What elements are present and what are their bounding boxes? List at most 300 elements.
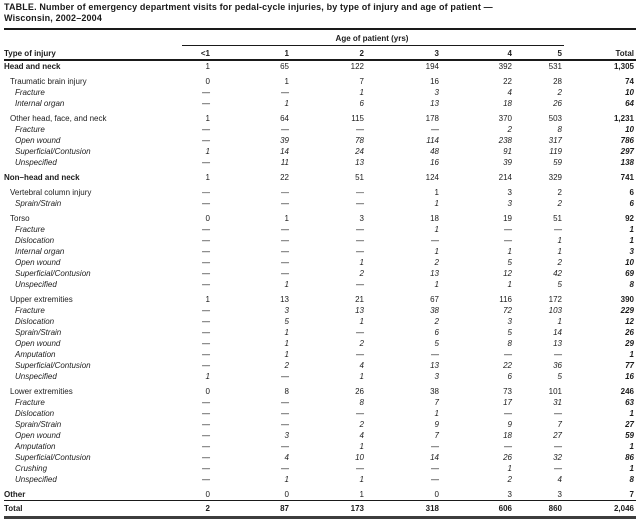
cell-value: 48 xyxy=(430,147,439,156)
row-total-value: 1 xyxy=(629,350,634,359)
cell-value: 7 xyxy=(434,398,439,407)
column-header-age-5: 5 xyxy=(514,46,564,61)
table-row xyxy=(4,397,636,408)
cell-value: — xyxy=(202,442,210,451)
cell-value: 6 xyxy=(434,328,439,337)
cell-value: 1 xyxy=(284,77,289,86)
cell-value: 1 xyxy=(359,258,364,267)
cell-value: 3 xyxy=(507,317,512,326)
table-row xyxy=(4,290,636,305)
cell-value: — xyxy=(281,88,289,97)
cell-value: 3 xyxy=(507,188,512,197)
table-row xyxy=(4,224,636,235)
cell-value: — xyxy=(554,442,562,451)
cell-value: 124 xyxy=(425,173,439,182)
cell-value: 1 xyxy=(507,280,512,289)
cell-value: — xyxy=(202,475,210,484)
table-row xyxy=(4,408,636,419)
cell-value: 13 xyxy=(430,269,439,278)
injury-table xyxy=(4,33,636,519)
cell-value: — xyxy=(202,158,210,167)
cell-value: 59 xyxy=(553,158,562,167)
cell-value: 13 xyxy=(430,361,439,370)
table-row xyxy=(4,198,636,209)
cell-value: 329 xyxy=(548,173,562,182)
cell-value: 1 xyxy=(507,464,512,473)
cell-value: 6 xyxy=(507,372,512,381)
row-total-value: 29 xyxy=(625,339,634,348)
cell-value: — xyxy=(281,247,289,256)
cell-value: 1 xyxy=(434,225,439,234)
cell-value: — xyxy=(281,442,289,451)
cell-value: 5 xyxy=(434,339,439,348)
cell-value: — xyxy=(431,464,439,473)
row-label: Unspecified xyxy=(15,280,57,289)
cell-value: 42 xyxy=(553,269,562,278)
cell-value: 67 xyxy=(430,295,439,304)
cell-value: 8 xyxy=(284,387,289,396)
cell-value: — xyxy=(281,199,289,208)
cell-value: 0 xyxy=(434,490,439,499)
cell-value: — xyxy=(281,269,289,278)
cell-value: 2 xyxy=(359,339,364,348)
cell-value: — xyxy=(554,409,562,418)
cell-value: — xyxy=(431,475,439,484)
cell-value: 2 xyxy=(182,501,212,518)
cell-value: — xyxy=(202,409,210,418)
cell-value: 0 xyxy=(205,387,210,396)
table-row xyxy=(4,360,636,371)
cell-value: — xyxy=(202,317,210,326)
row-label: Unspecified xyxy=(15,158,57,167)
cell-value: — xyxy=(504,350,512,359)
row-total-value: 390 xyxy=(620,295,634,304)
table-row xyxy=(4,463,636,474)
cell-value: — xyxy=(202,225,210,234)
row-label: Fracture xyxy=(15,225,45,234)
cell-value: 3 xyxy=(284,431,289,440)
row-label: Dislocation xyxy=(15,409,55,418)
column-header-type-of-injury: Type of injury xyxy=(4,33,182,60)
row-total-value: 1,305 xyxy=(613,62,634,71)
cell-value: 13 xyxy=(355,158,364,167)
row-label: Torso xyxy=(10,214,30,223)
cell-value: — xyxy=(202,431,210,440)
cell-value: 4 xyxy=(507,88,512,97)
row-total-value: 74 xyxy=(625,77,634,86)
table-row xyxy=(4,60,636,72)
table-row xyxy=(4,72,636,87)
row-total-value: 10 xyxy=(625,125,634,134)
cell-value: 5 xyxy=(507,328,512,337)
row-label: Lower extremities xyxy=(10,387,73,396)
cell-value: 51 xyxy=(553,214,562,223)
cell-value: 1 xyxy=(205,147,210,156)
cell-value: — xyxy=(202,247,210,256)
cell-value: 3 xyxy=(507,199,512,208)
cell-value: — xyxy=(281,258,289,267)
cell-value: 1 xyxy=(205,62,210,71)
cell-value: 5 xyxy=(507,258,512,267)
cell-value: — xyxy=(356,280,364,289)
row-label: Superficial/Contusion xyxy=(15,269,91,278)
cell-value: 13 xyxy=(430,99,439,108)
table-row xyxy=(4,257,636,268)
row-total-value: 741 xyxy=(620,173,634,182)
cell-value: 1 xyxy=(284,280,289,289)
table-row xyxy=(4,419,636,430)
column-header-age-3: 3 xyxy=(366,46,441,61)
cell-value: 4 xyxy=(359,431,364,440)
cell-value: 22 xyxy=(503,361,512,370)
table-body xyxy=(4,60,636,518)
cell-value: 8 xyxy=(557,125,562,134)
table-title-line2: Wisconsin, 2002–2004 xyxy=(4,13,102,23)
cell-value: — xyxy=(202,258,210,267)
cell-value: 6 xyxy=(359,99,364,108)
cell-value: 19 xyxy=(503,214,512,223)
cell-value: — xyxy=(554,350,562,359)
cell-value: 1 xyxy=(205,295,210,304)
cell-value: 28 xyxy=(553,77,562,86)
cell-value: — xyxy=(281,236,289,245)
cell-value: — xyxy=(202,136,210,145)
cell-value: 1 xyxy=(205,372,210,381)
cell-value: — xyxy=(281,125,289,134)
cell-value: 1 xyxy=(434,280,439,289)
table-row xyxy=(4,168,636,183)
cell-value: — xyxy=(504,236,512,245)
table-row xyxy=(4,209,636,224)
row-label: Sprain/Strain xyxy=(15,199,62,208)
cell-value: 1 xyxy=(557,317,562,326)
row-total-value: 3 xyxy=(629,247,634,256)
cell-value: 9 xyxy=(507,420,512,429)
cell-value: 1 xyxy=(359,475,364,484)
row-label: Internal organ xyxy=(15,99,65,108)
row-label: Fracture xyxy=(15,125,45,134)
cell-value: 0 xyxy=(205,490,210,499)
cell-value: — xyxy=(356,236,364,245)
cell-value: 178 xyxy=(425,114,439,123)
cell-value: 5 xyxy=(557,280,562,289)
cell-value: 1 xyxy=(359,442,364,451)
cell-value: 8 xyxy=(359,398,364,407)
cell-value: — xyxy=(356,247,364,256)
row-label: Fracture xyxy=(15,398,45,407)
cell-value: 32 xyxy=(553,453,562,462)
table-row xyxy=(4,305,636,316)
cell-value: 65 xyxy=(280,62,289,71)
cell-value: 0 xyxy=(205,77,210,86)
cell-value: — xyxy=(281,464,289,473)
cell-value: 17 xyxy=(503,398,512,407)
cell-value: 2 xyxy=(557,199,562,208)
row-total-value: 59 xyxy=(625,431,634,440)
cell-value: 1 xyxy=(284,475,289,484)
cell-value: 73 xyxy=(503,387,512,396)
row-total-value: 1 xyxy=(629,409,634,418)
cell-value: 2 xyxy=(507,125,512,134)
cell-value: 2 xyxy=(557,88,562,97)
table-title-line1: TABLE. Number of emergency department visits for pedal-cycle injuries, by type of injury and age of patient — xyxy=(4,2,493,12)
cell-value: 173 xyxy=(291,501,366,518)
cell-value: 9 xyxy=(434,420,439,429)
row-total-value: 7 xyxy=(629,490,634,499)
row-total-value: 1 xyxy=(629,464,634,473)
cell-value: — xyxy=(281,372,289,381)
cell-value: — xyxy=(356,225,364,234)
row-total-value: 69 xyxy=(625,269,634,278)
row-label: Traumatic brain injury xyxy=(10,77,87,86)
row-total-value: 2,046 xyxy=(564,501,636,518)
table-row xyxy=(4,157,636,168)
cell-value: — xyxy=(431,125,439,134)
cell-value: 18 xyxy=(430,214,439,223)
cell-value: — xyxy=(202,350,210,359)
cell-value: — xyxy=(356,350,364,359)
row-label: Superficial/Contusion xyxy=(15,147,91,156)
cell-value: 13 xyxy=(280,295,289,304)
row-total-value: 64 xyxy=(625,99,634,108)
cell-value: 1 xyxy=(359,317,364,326)
row-label: Superficial/Contusion xyxy=(15,361,91,370)
cell-value: 214 xyxy=(498,173,512,182)
cell-value: 27 xyxy=(553,431,562,440)
row-label: Sprain/Strain xyxy=(15,328,62,337)
cell-value: — xyxy=(202,280,210,289)
cell-value: — xyxy=(431,442,439,451)
table-row xyxy=(4,327,636,338)
cell-value: — xyxy=(356,328,364,337)
cell-value: — xyxy=(504,225,512,234)
cell-value: 1 xyxy=(359,490,364,499)
table-row xyxy=(4,382,636,397)
cell-value: 26 xyxy=(355,387,364,396)
cell-value: — xyxy=(202,398,210,407)
cell-value: 2 xyxy=(284,361,289,370)
cell-value: — xyxy=(202,453,210,462)
cell-value: — xyxy=(202,125,210,134)
cell-value: 2 xyxy=(434,258,439,267)
row-label: Fracture xyxy=(15,306,45,315)
row-label: Internal organ xyxy=(15,247,65,256)
cell-value: 78 xyxy=(355,136,364,145)
row-label: Total xyxy=(4,501,182,518)
cell-value: — xyxy=(356,199,364,208)
cell-value: 91 xyxy=(503,147,512,156)
row-label: Open wound xyxy=(15,136,61,145)
cell-value: — xyxy=(504,442,512,451)
table-row xyxy=(4,183,636,198)
row-label: Fracture xyxy=(15,88,45,97)
cell-value: — xyxy=(202,328,210,337)
cell-value: — xyxy=(281,409,289,418)
cell-value: — xyxy=(202,88,210,97)
cell-value: 1 xyxy=(284,339,289,348)
cell-value: 12 xyxy=(503,269,512,278)
row-label: Unspecified xyxy=(15,475,57,484)
row-total-value: 1 xyxy=(629,442,634,451)
cell-value: 36 xyxy=(553,361,562,370)
row-label: Vertebral column injury xyxy=(10,188,92,197)
row-label: Open wound xyxy=(15,339,61,348)
row-label: Unspecified xyxy=(15,372,57,381)
cell-value: 64 xyxy=(280,114,289,123)
cell-value: 0 xyxy=(284,490,289,499)
cell-value: 7 xyxy=(359,77,364,86)
cell-value: 503 xyxy=(548,114,562,123)
cell-value: 38 xyxy=(430,387,439,396)
cell-value: 11 xyxy=(280,158,289,167)
cell-value: — xyxy=(281,188,289,197)
row-total-value: 16 xyxy=(625,372,634,381)
cell-value: — xyxy=(202,269,210,278)
row-label: Superficial/Contusion xyxy=(15,453,91,462)
cell-value: 2 xyxy=(434,317,439,326)
cell-value: 14 xyxy=(280,147,289,156)
title-divider-rule xyxy=(4,28,636,30)
cell-value: 1 xyxy=(284,350,289,359)
cell-value: — xyxy=(504,409,512,418)
cell-value: — xyxy=(202,420,210,429)
cell-value: 1 xyxy=(284,214,289,223)
cell-value: 1 xyxy=(557,236,562,245)
row-label: Dislocation xyxy=(15,236,55,245)
cell-value: 1 xyxy=(434,188,439,197)
table-row xyxy=(4,246,636,257)
row-label: Other head, face, and neck xyxy=(10,114,107,123)
cell-value: — xyxy=(431,236,439,245)
cell-value: 194 xyxy=(425,62,439,71)
cell-value: 531 xyxy=(548,62,562,71)
cell-value: 2 xyxy=(557,188,562,197)
cell-value: 101 xyxy=(548,387,562,396)
column-header-age-lt1: <1 xyxy=(182,46,212,61)
row-total-value: 1,231 xyxy=(613,114,634,123)
cell-value: 22 xyxy=(280,173,289,182)
cell-value: 4 xyxy=(359,361,364,370)
cell-value: 1 xyxy=(359,88,364,97)
cell-value: 3 xyxy=(434,372,439,381)
cell-value: 3 xyxy=(507,490,512,499)
cell-value: 13 xyxy=(553,339,562,348)
table-row xyxy=(4,338,636,349)
row-total-value: 246 xyxy=(620,387,634,396)
row-label: Crushing xyxy=(15,464,48,473)
row-label: Other xyxy=(4,490,26,499)
column-header-age-2: 2 xyxy=(291,46,366,61)
row-total-value: 26 xyxy=(625,328,634,337)
row-label: Amputation xyxy=(15,442,56,451)
cell-value: 1 xyxy=(434,247,439,256)
cell-value: 860 xyxy=(514,501,564,518)
cell-value: 3 xyxy=(557,490,562,499)
table-row xyxy=(4,124,636,135)
row-label: Non–head and neck xyxy=(4,173,80,182)
table-row xyxy=(4,87,636,98)
cell-value: 14 xyxy=(553,328,562,337)
table-title xyxy=(4,2,636,24)
row-total-value: 63 xyxy=(625,398,634,407)
cell-value: 2 xyxy=(359,420,364,429)
cell-value: 114 xyxy=(426,136,439,145)
cell-value: 392 xyxy=(498,62,512,71)
row-total-value: 297 xyxy=(620,147,634,156)
cell-value: 5 xyxy=(557,372,562,381)
table-row xyxy=(4,316,636,327)
row-total-value: 86 xyxy=(625,453,634,462)
table-row xyxy=(4,235,636,246)
column-header-age-1: 1 xyxy=(212,46,291,61)
cell-value: 39 xyxy=(280,136,289,145)
cell-value: — xyxy=(202,236,210,245)
table-row xyxy=(4,474,636,485)
table-row xyxy=(4,98,636,109)
cell-value: 16 xyxy=(430,77,439,86)
cell-value: 3 xyxy=(284,306,289,315)
cell-value: 3 xyxy=(434,88,439,97)
cell-value: 7 xyxy=(557,420,562,429)
cell-value: 16 xyxy=(430,158,439,167)
cell-value: 116 xyxy=(499,295,512,304)
table-row xyxy=(4,146,636,157)
cell-value: — xyxy=(202,306,210,315)
table-row xyxy=(4,371,636,382)
row-total-value: 1 xyxy=(629,225,634,234)
cell-value: 1 xyxy=(205,114,210,123)
table-row xyxy=(4,135,636,146)
row-label: Upper extremities xyxy=(10,295,73,304)
row-total-value: 138 xyxy=(620,158,634,167)
cell-value: — xyxy=(281,420,289,429)
cell-value: — xyxy=(554,464,562,473)
row-total-value: 10 xyxy=(625,258,634,267)
cell-value: 2 xyxy=(557,258,562,267)
table-row xyxy=(4,109,636,124)
cell-value: 172 xyxy=(548,295,562,304)
cell-value: 26 xyxy=(503,453,512,462)
cell-value: 2 xyxy=(359,269,364,278)
column-header-age-4: 4 xyxy=(441,46,514,61)
age-group-header-row xyxy=(4,33,636,46)
cell-value: — xyxy=(202,339,210,348)
row-total-value: 8 xyxy=(629,475,634,484)
row-total-value: 6 xyxy=(629,199,634,208)
row-total-value: 229 xyxy=(620,306,634,315)
cell-value: 18 xyxy=(503,99,512,108)
table-header xyxy=(4,33,636,60)
cell-value: — xyxy=(554,225,562,234)
cell-value: — xyxy=(431,350,439,359)
cell-value: 1 xyxy=(359,372,364,381)
row-total-value: 6 xyxy=(629,188,634,197)
cell-value: 1 xyxy=(284,99,289,108)
cell-value: 13 xyxy=(355,306,364,315)
row-label: Dislocation xyxy=(15,317,55,326)
row-label: Open wound xyxy=(15,431,61,440)
cell-value: — xyxy=(281,398,289,407)
cell-value: — xyxy=(356,464,364,473)
cell-value: 7 xyxy=(434,431,439,440)
table-row xyxy=(4,268,636,279)
row-total-value: 77 xyxy=(625,361,634,370)
cell-value: 26 xyxy=(553,99,562,108)
cell-value: 122 xyxy=(350,62,364,71)
cell-value: 22 xyxy=(503,77,512,86)
cell-value: 5 xyxy=(284,317,289,326)
table-row xyxy=(4,279,636,290)
